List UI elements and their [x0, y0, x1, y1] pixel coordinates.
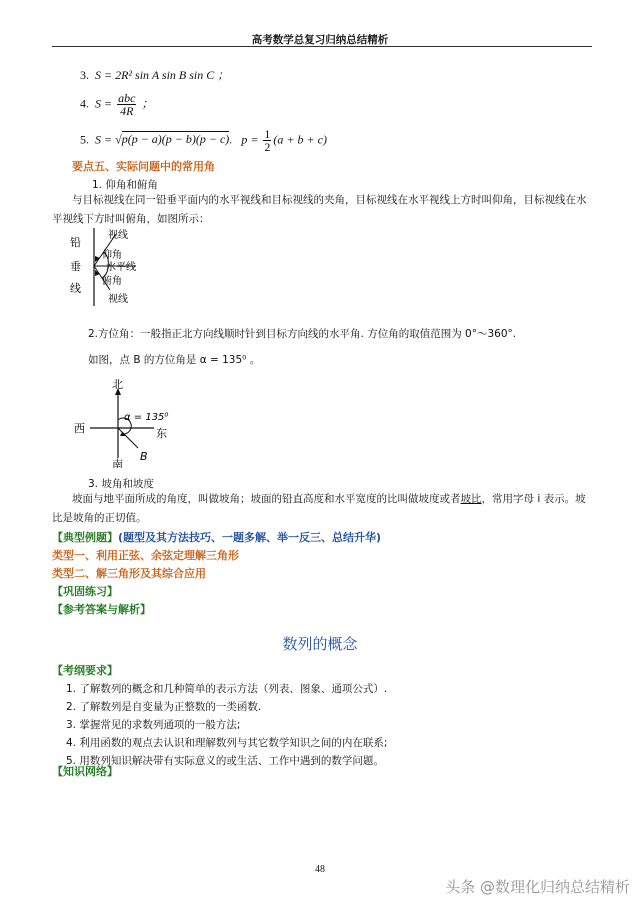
slope-text-b: ，常用字母 i 表示。坡比是坡角的正切值。: [52, 493, 586, 524]
plumb-char-3: 线: [70, 282, 81, 295]
requirement-item: 5. 用数列知识解决带有实际意义的或生活、工作中遇到的数学问题。: [66, 755, 384, 767]
formula-3-number: 3.: [80, 68, 89, 82]
header-title: 高考数学总复习归纳总结精析: [251, 34, 389, 46]
elevation-depression-figure: [64, 226, 174, 308]
formula-5-half-den: 2: [264, 140, 271, 154]
formula-5-lhs: S =: [95, 132, 113, 147]
formula-4-fraction: [117, 92, 136, 117]
paragraph-elevation-definition: 与目标视线在同一铅垂平面内的水平视线和目标视线的夹角，目标视线在水平视线上方时叫仰角，目标视线在水平视线下方时叫俯角，如图所示：: [52, 194, 587, 225]
formula-3: [80, 66, 229, 83]
section-title: 数列的概念: [282, 635, 358, 653]
answers-heading: 【参考答案与解析】: [52, 603, 151, 616]
formula-5-half-num: 1: [264, 127, 271, 141]
formula-5-tail: (a + b + c): [273, 132, 327, 147]
formula-4-denominator: 4R: [120, 104, 134, 118]
formula-4-tail: ；: [141, 96, 154, 111]
page-number: 48: [315, 864, 325, 875]
formula-4-number: 4.: [80, 96, 89, 111]
formula-3-body: S = 2R² sin A sin B sin C ；: [95, 68, 230, 82]
angle-label: α = 135⁰: [124, 412, 169, 423]
horizontal-label: 水平线: [106, 262, 136, 273]
requirement-item: 3. 掌握常见的求数列通项的一般方法;: [66, 719, 241, 731]
typical-examples-title: 【典型例题】: [52, 531, 118, 544]
requirement-item: 2. 了解数列是自变量为正整数的一类函数.: [66, 701, 262, 713]
plumb-char-2: 垂: [70, 260, 81, 273]
formula-5-number: 5.: [80, 132, 89, 147]
formula-5-half: [263, 128, 271, 153]
slope-text-a: 坡面与地平面所成的角度，叫做坡角；坡面的铅直高度和水平宽度的比叫做坡度或者: [72, 493, 461, 505]
example-type-2: 类型二、解三角形及其综合应用: [52, 567, 206, 580]
watermark: 头条 @数理化归纳总结精析: [445, 878, 630, 896]
practice-heading: 【巩固练习】: [52, 585, 118, 598]
formula-4-numerator: abc: [118, 91, 136, 105]
point-b-label: B: [140, 450, 148, 463]
azimuth-example: 如图，点 B 的方位角是 α = 135⁰ 。: [88, 354, 261, 366]
sight-label-top: 视线: [108, 230, 128, 241]
header-rule: [52, 46, 592, 47]
west-label: 西: [74, 422, 85, 435]
sight-label-bottom: 视线: [108, 294, 128, 305]
formula-5: [80, 128, 327, 153]
item-elevation-depression: 1. 仰角和俯角: [92, 179, 158, 191]
north-label: 北: [112, 378, 123, 391]
formula-5-dot: .: [229, 132, 233, 147]
plumb-char-1: 铅: [70, 236, 81, 249]
requirement-item: 1. 了解数列的概念和几种简单的表示方法（列表、图象、通项公式）.: [66, 683, 388, 695]
depression-label: 俯角: [102, 276, 122, 287]
azimuth-figure: [70, 376, 180, 468]
east-label: 东: [156, 427, 167, 440]
formula-4-lhs: S =: [95, 96, 113, 111]
sqrt-sign: √: [115, 132, 122, 147]
knowledge-network-heading: 【知识网络】: [52, 765, 118, 778]
formula-5-p: p =: [241, 132, 259, 147]
south-label: 南: [112, 458, 123, 468]
paragraph-slope-definition: [52, 490, 594, 528]
item-slope: 3. 坡角和坡度: [88, 478, 154, 490]
item-azimuth: 2.方位角：一般指正北方向线顺时针到目标方向线的水平角. 方位角的取值范围为 0°～360°.: [88, 328, 517, 340]
requirements-heading: 【考纲要求】: [52, 664, 118, 677]
typical-examples-heading: [52, 529, 381, 545]
key-point-5-heading: 要点五、实际问题中的常用角: [72, 160, 215, 173]
requirement-item: 4. 利用函数的观点去认识和理解数列与其它数学知识之间的内在联系;: [66, 737, 388, 749]
typical-examples-note: (题型及其方法技巧、一题多解、举一反三、总结升华): [118, 531, 382, 544]
slope-ratio-term: 坡比: [460, 493, 482, 505]
formula-5-radicand: p(p − a)(p − b)(p − c): [121, 132, 230, 147]
formula-4: [80, 92, 153, 117]
example-type-1: 类型一、利用正弦、余弦定理解三角形: [52, 549, 239, 562]
direction-line-b: [118, 428, 138, 448]
elevation-label: 仰角: [102, 250, 122, 261]
